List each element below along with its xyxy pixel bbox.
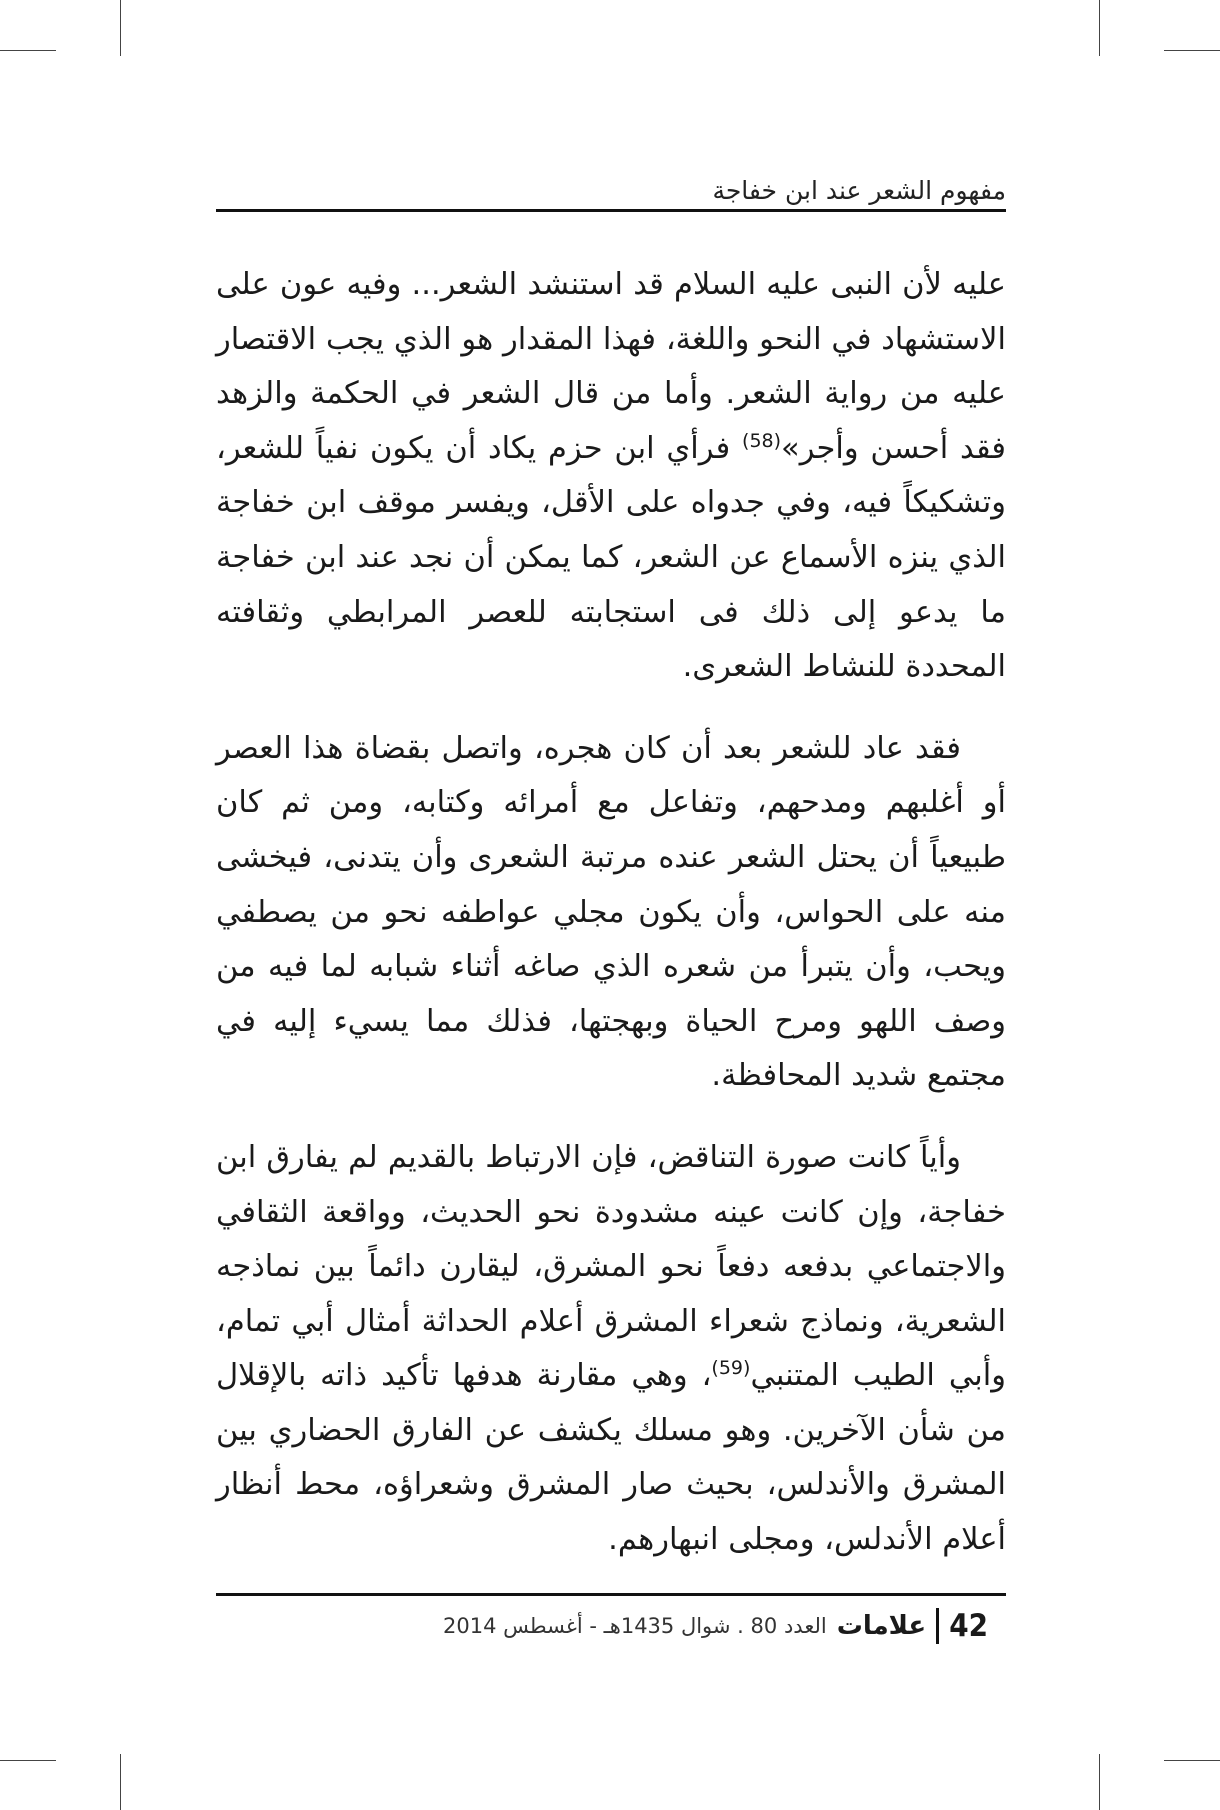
footer-separator <box>936 1608 939 1644</box>
crop-mark <box>120 0 121 56</box>
paragraph-1-text-a: عليه لأن النبى عليه السلام قد استنشد الشعر... وفيه عون على الاستشهاد في النحو واللغة، فهذا المقدار هو الذي يجب الاقتصار عليه من رواية الشعر. وأما من قال الشعر في الحكمة والزهد فقد أحسن وأجر» <box>216 267 1006 466</box>
crop-mark <box>1164 50 1220 51</box>
running-header <box>216 168 1006 212</box>
paragraph-3-text-a: وأياً كانت صورة التناقض، فإن الارتباط بالقديم لم يفارق ابن خفاجة، وإن كانت عينه مشدودة نحو الحديث، وواقعة الثقافي والاجتماعي بدفعه دفعاً نحو المشرق، ليقارن دائماً بين نماذجه الشعرية، ونماذج شعراء المشرق أعلام الحداثة أمثال أبي تمام، وأبي الطيب المتنبي <box>216 1139 1006 1394</box>
paragraph-1-text-b: فرأي ابن حزم يكاد أن يكون نفياً للشعر، وتشكيكاً فيه، وفي جدواه على الأقل، ويفسر موقف ابن خفاجة الذي ينزه الأسماع عن الشعر، كما يمكن أن نجد عند ابن خفاجة ما يدعو إلى ذلك فى استجابته للعصر المرابطي وثقافته المحددة للنشاط الشعرى. <box>216 430 1006 685</box>
journal-name: علامات <box>836 1611 927 1641</box>
page-footer <box>443 1604 988 1648</box>
paragraph-2 <box>216 722 1006 1104</box>
running-header-title: مفهوم الشعر عند ابن خفاجة <box>712 176 1006 205</box>
paragraph-3-text-b: ، وهي مقارنة هدفها تأكيد ذاته بالإقلال من شأن الآخرين. وهو مسلك يكشف عن الفارق الحضاري بين المشرق والأندلس، بحيث صار المشرق وشعراؤه، محط أنظار أعلام الأندلس، ومجلى انبهارهم. <box>216 1358 1006 1558</box>
crop-mark <box>0 50 56 51</box>
footnote-ref-59: (59) <box>711 1357 751 1380</box>
crop-mark <box>0 1760 56 1761</box>
paragraph-2-text: فقد عاد للشعر بعد أن كان هجره، واتصل بقضاة هذا العصر أو أغلبهم ومدحهم، وتفاعل مع أمرائه وكتابه، ومن ثم كان طبيعياً أن يحتل الشعر عنده مرتبة الشعرى وأن يتدنى، فيخشى منه على الحواس، وأن يكون مجلي عواطفه نحو من يصطفي ويحب، وأن يتبرأ من شعره الذي صاغه أثناء شبابه لما فيه من وصف اللهو ومرح الحياة وبهجتها، فذلك مما يسيء إليه في مجتمع شديد المحافظة. <box>216 730 1006 1094</box>
crop-mark <box>1099 1754 1100 1810</box>
footer-rule <box>216 1593 1006 1596</box>
crop-mark <box>1099 0 1100 56</box>
page-number: 42 <box>949 1608 988 1644</box>
crop-mark <box>120 1754 121 1810</box>
issue-info: العدد 80 . شوال 1435هـ - أغسطس 2014 <box>442 1614 827 1638</box>
paragraph-3 <box>216 1131 1006 1568</box>
header-rule <box>216 209 1006 212</box>
crop-mark <box>1164 1760 1220 1761</box>
article-body <box>216 258 1006 1568</box>
footnote-ref-58: (58) <box>742 429 782 452</box>
paragraph-1 <box>216 258 1006 695</box>
